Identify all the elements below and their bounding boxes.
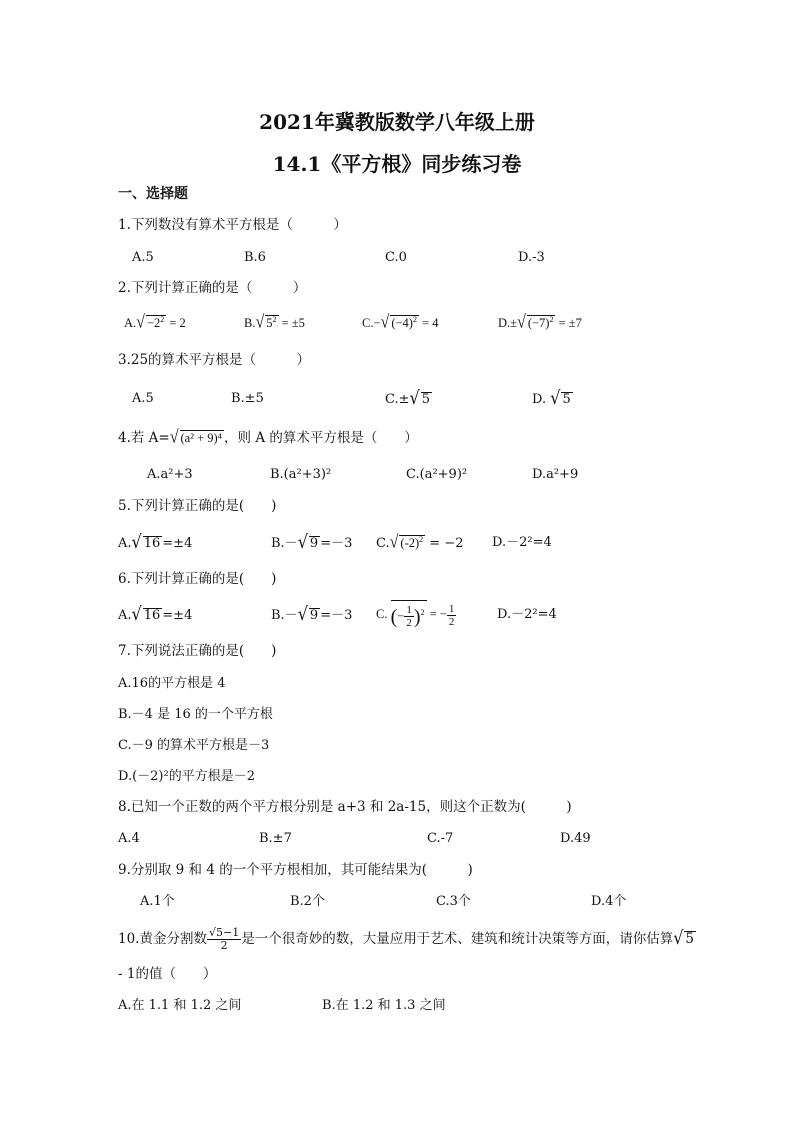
- q10-option-a: A.在 1.1 和 1.2 之间: [118, 998, 242, 1013]
- q4-option-b: B.(a²+3)²: [270, 467, 332, 482]
- q4-option-a: A.a²+3: [147, 467, 193, 482]
- question-2-stem: 2.下列计算正确的是（ ）: [118, 280, 307, 296]
- question-4-stem: 4.若 A=√ (a² + 9)⁴ ，则 A 的算术平方根是（ ）: [118, 427, 418, 448]
- question-1-stem: 1.下列数没有算术平方根是（ ）: [118, 217, 347, 233]
- sqrt-symbol: √ $(-2)^2$: [389, 532, 424, 553]
- q4-option-d: D.a²+9: [532, 467, 579, 482]
- q5-option-c: C.√ $(-2)^2 = -2$: [376, 532, 464, 553]
- sqrt-symbol: √ $(-7)^2$: [517, 312, 554, 333]
- q7-option-a: A.16的平方根是 4: [118, 676, 226, 691]
- sqrt-symbol: √ 16: [131, 530, 161, 553]
- q3-option-a: A.5: [132, 391, 154, 406]
- q6-option-a: A.√ 16 =±4: [118, 602, 193, 625]
- q2-option-d: D.±√ $(-7)^2 = \pm 7$: [498, 312, 582, 333]
- sqrt-symbol: √ 5: [673, 926, 695, 949]
- q1-option-d: D.-3: [518, 250, 545, 265]
- q3-option-d: D. √ 5: [532, 386, 571, 409]
- q6-option-b: B.－√ 9 =－3: [271, 602, 353, 625]
- sqrt-symbol: √ $-2^2$: [136, 312, 165, 333]
- sqrt-symbol: √ 9: [297, 602, 319, 625]
- q7-option-c: C.－9 的算术平方根是－3: [118, 738, 270, 753]
- q8-option-d: D.49: [560, 831, 591, 846]
- question-5-stem: 5.下列计算正确的是( ): [118, 498, 277, 514]
- q9-option-d: D.4个: [591, 894, 627, 909]
- q5-option-a: A.√ 16 =±4: [118, 530, 193, 553]
- question-9-stem: 9.分别取 9 和 4 的一个平方根相加，其可能结果为( ): [118, 862, 473, 878]
- q2-option-c: C.−√ $(-4)^2 = 4$: [362, 312, 439, 333]
- q9-option-c: C.3个: [436, 894, 471, 909]
- section-heading: 一、选择题: [118, 186, 188, 202]
- page-subtitle: 14.1《平方根》同步练习卷: [272, 152, 522, 176]
- sqrt-symbol: (− $\frac{1}{2}$ )$^2$: [391, 600, 427, 631]
- sqrt-symbol: √ 9: [297, 530, 319, 553]
- question-3-stem: 3.25的算术平方根是（ ）: [118, 352, 311, 368]
- q8-option-c: C.-7: [427, 831, 454, 846]
- q5-option-b: B.－√ 9 =－3: [271, 530, 353, 553]
- q7-option-b: B.－4 是 16 的一个平方根: [118, 707, 273, 722]
- sqrt-symbol: √ $5^2$: [255, 312, 277, 333]
- q1-option-b: B.6: [244, 250, 266, 265]
- q2-option-b: B.√ $5^2 = \pm 5$: [244, 312, 305, 333]
- q8-option-b: B.±7: [259, 831, 292, 846]
- q3-option-c: C.±√ 5: [385, 386, 430, 409]
- q6-option-c: C. (− $\frac{1}{2}$ )$^2$ = − $\frac{1}{2}$: [376, 596, 456, 632]
- q7-option-d: D.(－2)²的平方根是－2: [118, 769, 255, 784]
- q4-option-c: C.(a²+9)²: [406, 467, 468, 482]
- q3-option-b: B.±5: [231, 391, 264, 406]
- q5-option-d: D.－2²=4: [492, 535, 552, 550]
- page-title: 2021年冀教版数学八年级上册: [259, 110, 535, 134]
- question-10-stem: 10.黄金分割数 $\frac{√5-1}{2}$ 是一个很奇妙的数，大量应用于艺术、建筑和统计决策等方面，请你估算√ 5: [118, 921, 696, 957]
- question-7-stem: 7.下列说法正确的是( ): [118, 643, 277, 659]
- sqrt-symbol: √ (a² + 9)⁴: [169, 427, 223, 448]
- q2-option-a: $A.√ -2^2 = 2$: [124, 312, 186, 333]
- question-10-stem-continued: - 1的值（ ）: [118, 966, 217, 982]
- q9-option-b: B.2个: [290, 894, 325, 909]
- q10-option-b: B.在 1.2 和 1.3 之间: [322, 998, 446, 1013]
- sqrt-symbol: √ 16: [131, 602, 161, 625]
- q1-option-a: A.5: [132, 250, 154, 265]
- sqrt-symbol: √ 5: [409, 386, 430, 409]
- sqrt-symbol: √ $(-4)^2$: [380, 312, 417, 333]
- question-6-stem: 6.下列计算正确的是( ): [118, 571, 277, 587]
- q6-option-d: D.－2²=4: [497, 607, 557, 622]
- q1-option-c: C.0: [385, 250, 407, 265]
- q9-option-a: A.1个: [140, 894, 175, 909]
- q8-option-a: A.4: [118, 831, 140, 846]
- sqrt-symbol: √ 5: [550, 386, 571, 409]
- question-8-stem: 8.已知一个正数的两个平方根分别是 a+3 和 2a-15，则这个正数为( ): [118, 799, 572, 815]
